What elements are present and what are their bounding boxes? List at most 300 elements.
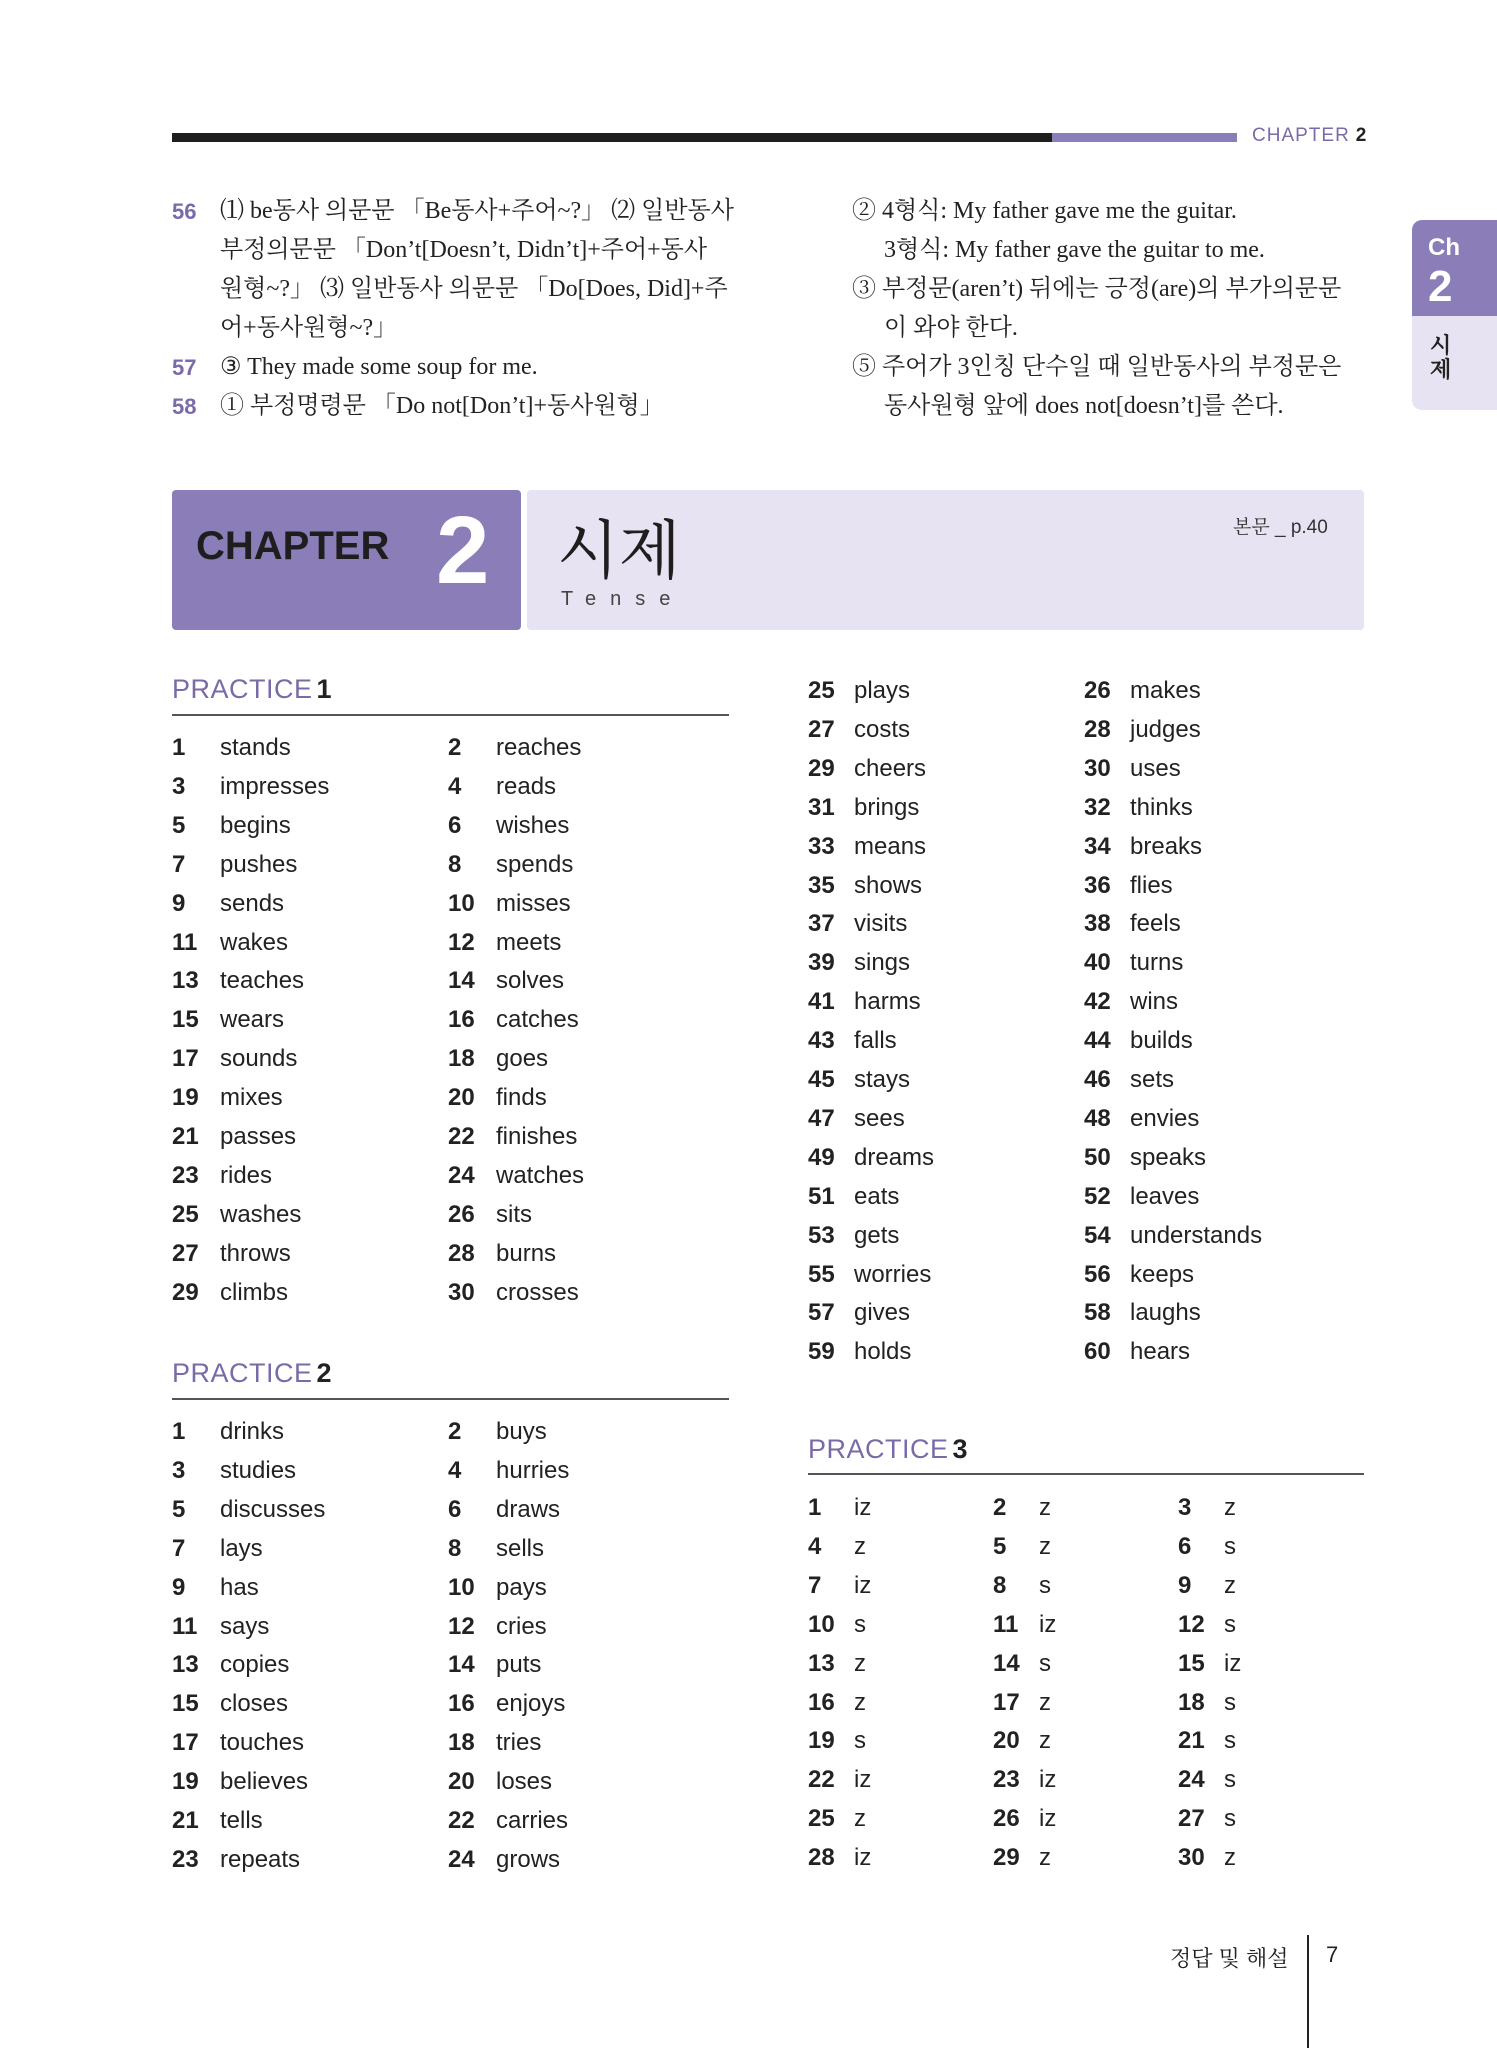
answer-item — [172, 1768, 309, 1796]
answer-word: stays — [854, 1066, 911, 1093]
answer-number: 58 — [1084, 1299, 1111, 1327]
answer-number: 25 — [808, 677, 835, 704]
answer-item — [448, 1729, 542, 1757]
answer-number: 8 — [993, 1571, 1007, 1599]
answer-item — [993, 1727, 1051, 1755]
answer-item — [808, 1221, 900, 1250]
answer-number: 10 — [448, 1573, 475, 1601]
prev-answer-number: 57 — [172, 355, 197, 380]
answer-word: s — [1224, 1610, 1236, 1638]
practice3-heading-number: 3 — [952, 1434, 969, 1464]
answer-word: misses — [496, 889, 571, 917]
answer-item — [1178, 1494, 1236, 1522]
answer-number: 52 — [1084, 1182, 1111, 1210]
answer-item — [993, 1805, 1057, 1833]
answer-word: costs — [854, 715, 911, 743]
answer-item — [172, 1161, 273, 1190]
answer-word: holds — [854, 1338, 912, 1366]
answer-number: 27 — [1178, 1805, 1205, 1833]
prev-answer-text: ③ They made some soup for me. — [220, 354, 538, 380]
answer-item — [808, 1688, 866, 1717]
answer-number: 21 — [172, 1807, 199, 1834]
answer-number: 2 — [448, 1418, 462, 1445]
answer-item — [448, 1045, 549, 1073]
answer-number: 54 — [1084, 1221, 1111, 1249]
answer-number: 5 — [172, 811, 186, 839]
answer-word: spends — [496, 850, 574, 878]
answer-number: 13 — [808, 1649, 835, 1677]
answer-word: closes — [220, 1690, 289, 1718]
answer-word: throws — [220, 1239, 291, 1267]
answer-word: iz — [854, 1844, 872, 1872]
answer-number: 19 — [172, 1768, 199, 1796]
answer-word: says — [220, 1612, 270, 1640]
answer-item — [448, 1495, 561, 1524]
answer-number: 19 — [172, 1084, 199, 1112]
answer-item — [172, 889, 285, 918]
answer-number: 21 — [1178, 1727, 1205, 1755]
answer-number: 50 — [1084, 1143, 1111, 1171]
answer-number: 4 — [448, 1456, 462, 1484]
answer-item — [1084, 1143, 1207, 1172]
answer-number: 10 — [808, 1610, 835, 1638]
answer-word: z — [1039, 1494, 1051, 1521]
answer-number: 15 — [172, 1690, 199, 1718]
answer-number: 22 — [448, 1807, 475, 1834]
answer-word: tries — [496, 1729, 542, 1757]
answer-item — [993, 1532, 1051, 1561]
prev-answer-number: 56 — [172, 199, 197, 224]
answer-word: thinks — [1130, 793, 1193, 821]
answer-item — [448, 1161, 585, 1190]
answer-number: 37 — [808, 910, 835, 938]
prev-answers-right — [852, 192, 1372, 426]
answer-item — [172, 850, 298, 879]
answer-number: 15 — [172, 1006, 199, 1034]
answer-number: 29 — [993, 1844, 1020, 1872]
answer-item — [448, 850, 574, 879]
answer-word: rides — [220, 1161, 273, 1189]
answer-word: speaks — [1130, 1143, 1207, 1171]
answer-number: 9 — [1178, 1571, 1192, 1599]
answer-item — [172, 1651, 290, 1679]
answer-item — [172, 928, 289, 957]
answer-item — [808, 832, 927, 861]
answer-number: 42 — [1084, 988, 1111, 1016]
answer-number: 7 — [808, 1571, 822, 1599]
answer-number: 18 — [448, 1729, 475, 1757]
answer-item — [808, 1338, 912, 1366]
answer-number: 14 — [448, 1651, 475, 1679]
answer-item — [808, 1260, 932, 1289]
answer-word: harms — [854, 988, 921, 1016]
answer-number: 57 — [808, 1299, 835, 1327]
answer-word: z — [1224, 1571, 1236, 1599]
footer-section-title: 정답 및 해설 — [1170, 1946, 1289, 1971]
answer-item — [808, 1494, 872, 1522]
answer-number: 1 — [172, 734, 186, 761]
answer-number: 27 — [808, 715, 835, 743]
chapter-banner — [172, 490, 521, 630]
answer-word: wins — [1130, 988, 1179, 1016]
answer-number: 25 — [172, 1200, 199, 1228]
answer-word: begins — [220, 811, 291, 839]
answer-number: 14 — [448, 967, 475, 995]
answer-item — [1084, 677, 1201, 705]
answer-item — [172, 1045, 298, 1073]
answer-word: understands — [1130, 1221, 1263, 1249]
answer-number: 2 — [993, 1494, 1007, 1521]
answer-item — [172, 1006, 285, 1034]
answer-word: iz — [854, 1494, 872, 1521]
answer-number: 6 — [448, 1495, 462, 1523]
answer-item — [808, 754, 927, 783]
answer-item — [448, 1084, 547, 1112]
answer-word: wears — [220, 1006, 285, 1034]
answer-number: 28 — [808, 1844, 835, 1872]
answer-word: worries — [854, 1260, 932, 1288]
answer-number: 43 — [808, 1027, 835, 1055]
answer-item — [808, 1182, 900, 1211]
answer-word: passes — [220, 1123, 297, 1150]
answer-item — [1178, 1805, 1236, 1833]
answer-word: feels — [1130, 910, 1181, 938]
answer-word: visits — [854, 910, 908, 938]
prev-answer-text: 부정의문문 「Don’t[Doesn’t, Didn’t]+주어+동사 — [220, 237, 708, 263]
answer-item — [1178, 1844, 1236, 1872]
answer-word: gives — [854, 1299, 911, 1327]
answer-number: 30 — [1084, 754, 1111, 782]
prev-answer-item — [172, 387, 732, 426]
answer-item — [1178, 1571, 1236, 1600]
answer-number: 4 — [448, 772, 462, 800]
answer-item — [172, 1278, 289, 1307]
answer-number: 41 — [808, 988, 835, 1016]
answer-word: lays — [220, 1534, 263, 1562]
answer-item — [172, 811, 291, 840]
answer-item — [448, 811, 570, 840]
answer-word: eats — [854, 1182, 900, 1210]
answer-word: flies — [1130, 871, 1173, 899]
answer-number: 24 — [1178, 1766, 1205, 1794]
answer-number: 3 — [1178, 1494, 1192, 1521]
answer-item — [448, 1845, 561, 1874]
answer-word: catches — [496, 1006, 579, 1034]
answer-item — [448, 1807, 569, 1835]
answer-item — [1178, 1649, 1242, 1678]
answer-item — [448, 1418, 547, 1446]
answer-word: z — [1039, 1727, 1051, 1755]
answer-number: 8 — [448, 850, 462, 878]
prev-answer-item — [852, 192, 1372, 270]
answer-item — [172, 1807, 263, 1835]
chapter-side-tab-title — [1412, 316, 1497, 410]
answer-number: 6 — [448, 811, 462, 839]
answer-item — [808, 793, 920, 822]
practice3-heading-label: PRACTICE — [808, 1434, 949, 1464]
answer-number: 35 — [808, 871, 835, 899]
answer-item — [448, 889, 571, 918]
answer-item — [448, 967, 565, 995]
answer-item — [808, 715, 911, 744]
answer-word: sits — [496, 1200, 532, 1228]
answer-item — [1084, 1299, 1201, 1327]
answer-number: 12 — [448, 1612, 475, 1640]
answer-item — [172, 1456, 297, 1485]
answer-item — [448, 1123, 578, 1151]
answer-item — [1084, 832, 1203, 861]
answer-word: means — [854, 832, 927, 860]
answer-word: breaks — [1130, 832, 1203, 860]
answer-number: 47 — [808, 1104, 835, 1132]
answer-item — [448, 772, 557, 801]
answer-item — [808, 910, 908, 938]
answer-word: loses — [496, 1768, 553, 1796]
answer-item — [172, 1729, 305, 1757]
answer-word: s — [1224, 1766, 1236, 1794]
answer-number: 12 — [1178, 1610, 1205, 1638]
answer-item — [993, 1649, 1051, 1678]
answer-number: 18 — [448, 1045, 475, 1073]
answer-number: 14 — [993, 1649, 1020, 1677]
answer-item — [172, 1573, 259, 1602]
prev-answer-text: ⑤ 주어가 3인칭 단수일 때 일반동사의 부정문은 — [852, 354, 1342, 380]
answer-item — [808, 871, 923, 900]
answer-number: 55 — [808, 1260, 835, 1288]
answer-number: 16 — [448, 1690, 475, 1718]
answer-item — [993, 1844, 1051, 1872]
answer-item — [172, 1084, 283, 1112]
answer-word: mixes — [220, 1084, 283, 1112]
answer-number: 51 — [808, 1182, 835, 1210]
answer-item — [1084, 1182, 1200, 1211]
answer-item — [448, 1239, 557, 1268]
practice1-heading-label: PRACTICE — [172, 674, 313, 704]
answer-word: pushes — [220, 850, 298, 878]
practice2-heading-label: PRACTICE — [172, 1358, 313, 1388]
practice2-heading — [172, 1358, 332, 1389]
answer-word: falls — [854, 1027, 897, 1055]
answer-number: 4 — [808, 1532, 822, 1560]
answer-item — [172, 772, 330, 801]
answer-number: 7 — [172, 850, 186, 878]
answer-number: 1 — [808, 1494, 822, 1521]
answer-item — [172, 734, 291, 762]
running-head — [1252, 125, 1367, 147]
answer-word: wakes — [220, 928, 289, 956]
answer-item — [808, 1532, 866, 1561]
answer-item — [808, 1610, 866, 1639]
top-rule — [172, 133, 1052, 142]
answer-number: 17 — [172, 1045, 199, 1073]
answer-item — [1084, 1104, 1200, 1133]
answer-word: iz — [1039, 1766, 1057, 1794]
answer-word: s — [854, 1727, 866, 1755]
answer-number: 25 — [808, 1805, 835, 1833]
answer-word: s — [1224, 1532, 1236, 1560]
answer-item — [808, 988, 921, 1016]
answer-word: envies — [1130, 1104, 1200, 1132]
answer-item — [808, 1844, 872, 1872]
answer-word: finds — [496, 1084, 547, 1112]
answer-word: leaves — [1130, 1182, 1200, 1210]
answer-item — [993, 1610, 1057, 1639]
answer-number: 53 — [808, 1221, 835, 1249]
answer-number: 21 — [172, 1123, 199, 1150]
answer-word: solves — [496, 967, 565, 995]
answer-word: has — [220, 1573, 259, 1601]
answer-number: 17 — [993, 1688, 1020, 1716]
answer-number: 46 — [1084, 1066, 1111, 1093]
answer-word: sells — [496, 1534, 545, 1562]
answer-item — [808, 1727, 866, 1755]
answer-item — [1084, 1260, 1195, 1289]
prev-answer-item — [852, 270, 1372, 348]
answer-number: 60 — [1084, 1338, 1111, 1366]
answer-number: 7 — [172, 1534, 186, 1562]
prev-answer-item — [172, 192, 732, 348]
answer-item — [448, 1573, 547, 1602]
practice1-heading — [172, 674, 332, 705]
answer-number: 12 — [448, 928, 475, 956]
answer-word: makes — [1130, 677, 1201, 704]
practice1-heading-number: 1 — [316, 674, 333, 704]
answer-word: goes — [496, 1045, 549, 1073]
answer-number: 23 — [172, 1161, 199, 1189]
answer-item — [1084, 715, 1201, 744]
answer-item — [1084, 1027, 1193, 1055]
answer-word: finishes — [496, 1123, 578, 1150]
answer-item — [808, 1299, 911, 1327]
answer-word: s — [1224, 1727, 1236, 1755]
answer-number: 49 — [808, 1143, 835, 1171]
chapter-side-tab — [1412, 220, 1497, 316]
answer-item — [172, 1495, 326, 1524]
answer-number: 3 — [172, 772, 186, 800]
answer-word: crosses — [496, 1278, 579, 1306]
answer-word: plays — [854, 677, 911, 704]
answer-item — [172, 1418, 285, 1446]
answer-word: touches — [220, 1729, 305, 1757]
answer-number: 2 — [448, 734, 462, 761]
answer-word: z — [1039, 1844, 1051, 1872]
answer-number: 20 — [993, 1727, 1020, 1755]
answer-item — [172, 1690, 289, 1718]
answer-item — [448, 1768, 553, 1796]
answer-item — [1084, 871, 1173, 900]
answer-item — [448, 734, 582, 762]
answer-number: 5 — [993, 1532, 1007, 1560]
answer-word: draws — [496, 1495, 561, 1523]
prev-answers-left — [172, 192, 732, 426]
footer-divider — [1307, 1935, 1309, 2048]
answer-item — [1178, 1610, 1236, 1639]
answer-number: 29 — [172, 1278, 199, 1306]
answer-number: 6 — [1178, 1532, 1192, 1560]
answer-word: iz — [854, 1571, 872, 1599]
answer-item — [1084, 793, 1193, 822]
answer-word: z — [1224, 1844, 1236, 1872]
answer-number: 22 — [448, 1123, 475, 1150]
answer-number: 33 — [808, 832, 835, 860]
answer-number: 28 — [448, 1239, 475, 1267]
answer-number: 45 — [808, 1066, 835, 1093]
answer-word: z — [1039, 1532, 1051, 1560]
answer-word: sings — [854, 949, 911, 977]
side-tab-title-char: 제 — [1430, 357, 1452, 382]
answer-word: stands — [220, 734, 291, 761]
banner-chapter-number: 2 — [436, 497, 490, 604]
answer-item — [448, 1006, 579, 1034]
answer-word: s — [1224, 1688, 1236, 1716]
answer-number: 40 — [1084, 949, 1111, 977]
answer-item — [808, 677, 911, 705]
answer-item — [808, 1766, 872, 1794]
answer-number: 20 — [448, 1768, 475, 1796]
answer-item — [172, 1534, 263, 1563]
top-rule-accent — [1052, 133, 1237, 142]
answer-number: 26 — [1084, 677, 1111, 704]
prev-answer-item — [852, 348, 1372, 426]
answer-number: 34 — [1084, 832, 1111, 860]
running-head-label: CHAPTER — [1252, 125, 1350, 146]
answer-word: buys — [496, 1418, 547, 1445]
answer-number: 32 — [1084, 793, 1111, 821]
answer-item — [448, 1278, 579, 1307]
answer-item — [448, 1456, 570, 1485]
answer-word: keeps — [1130, 1260, 1195, 1288]
answer-item — [448, 928, 562, 957]
answer-word: sends — [220, 889, 285, 917]
answer-item — [808, 1649, 866, 1678]
answer-item — [993, 1571, 1051, 1600]
answer-item — [1084, 1338, 1191, 1366]
answer-number: 3 — [172, 1456, 186, 1484]
answer-item — [1084, 754, 1181, 783]
answer-word: reaches — [496, 734, 582, 761]
answer-item — [448, 1651, 542, 1679]
answer-number: 26 — [993, 1805, 1020, 1833]
answer-word: z — [1039, 1688, 1051, 1716]
answer-word: repeats — [220, 1845, 301, 1873]
prev-answer-item — [172, 348, 732, 387]
answer-word: gets — [854, 1221, 900, 1249]
answer-word: puts — [496, 1651, 542, 1679]
practice2-heading-number: 2 — [316, 1358, 333, 1388]
answer-number: 22 — [808, 1766, 835, 1794]
banner-chapter-label: CHAPTER — [196, 524, 390, 568]
answer-word: s — [1039, 1649, 1051, 1677]
answer-word: z — [854, 1805, 866, 1833]
answer-word: shows — [854, 871, 923, 899]
answer-item — [993, 1688, 1051, 1717]
answer-item — [1084, 1221, 1263, 1250]
answer-word: brings — [854, 793, 920, 821]
answer-word: believes — [220, 1768, 309, 1796]
answer-word: s — [854, 1610, 866, 1638]
answer-word: judges — [1130, 715, 1201, 743]
answer-word: studies — [220, 1456, 297, 1484]
prev-answer-text: 원형~?」 ⑶ 일반동사 의문문 「Do[Does, Did]+주 — [220, 276, 728, 302]
answer-number: 1 — [172, 1418, 186, 1445]
answer-item — [993, 1494, 1051, 1522]
answer-word: s — [1224, 1805, 1236, 1833]
answer-word: washes — [220, 1200, 302, 1228]
answer-number: 19 — [808, 1727, 835, 1755]
answer-item — [448, 1534, 545, 1563]
answer-number: 13 — [172, 1651, 199, 1679]
side-tab-title-char: 시 — [1430, 333, 1452, 358]
